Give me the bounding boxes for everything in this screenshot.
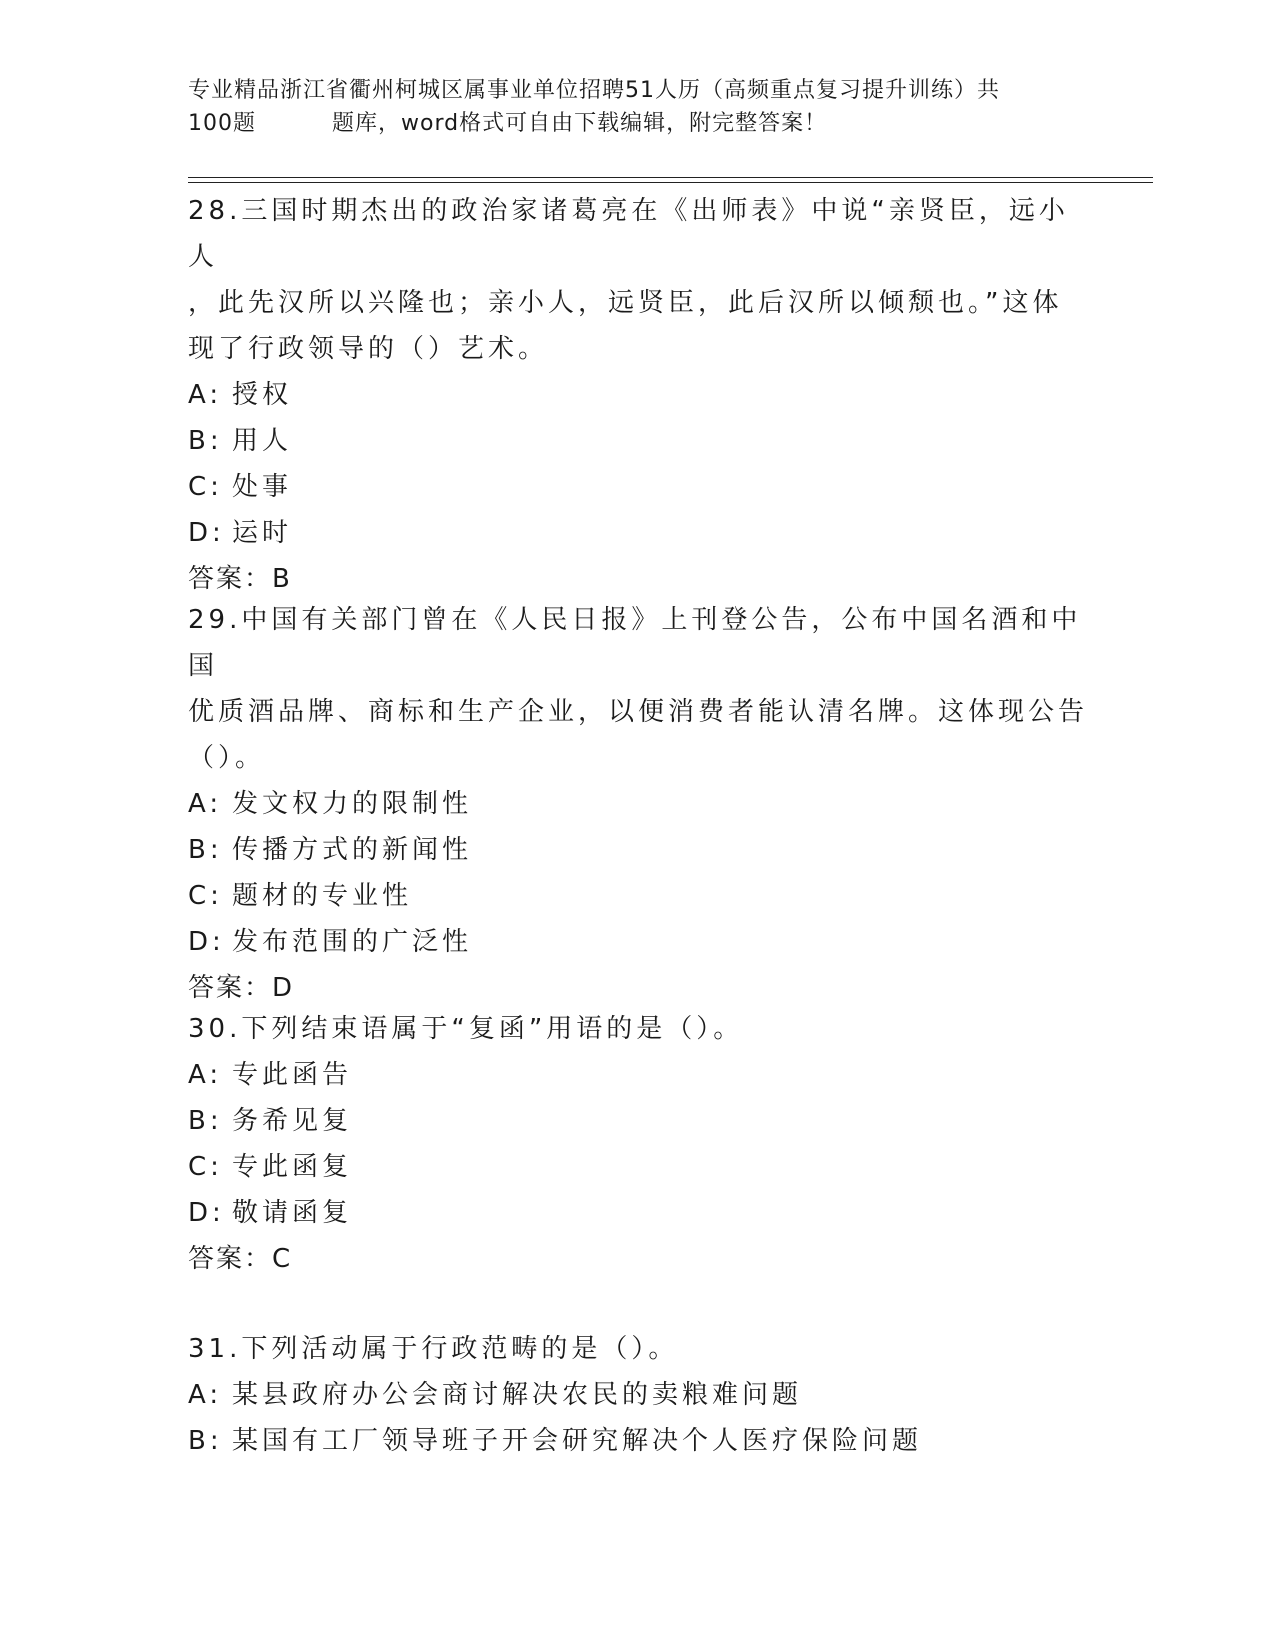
header-title-line1: 专业精品浙江省衢州柯城区属事业单位招聘51人历（高频重点复习提升训练）共 [188, 78, 1000, 103]
option-a [188, 372, 1088, 418]
question-29 [188, 597, 1088, 1011]
option-text: 专此函复 [232, 1152, 353, 1182]
option-text: 用人 [232, 426, 293, 456]
option-text: 专此函告 [232, 1060, 353, 1090]
option-letter: A: [188, 1060, 223, 1090]
option-text: 运时 [232, 518, 293, 548]
header-divider-top [188, 177, 1153, 178]
option-c [188, 1144, 1088, 1190]
document-header [188, 74, 1088, 140]
option-c [188, 464, 1088, 510]
option-text: 传播方式的新闻性 [232, 835, 473, 865]
option-d [188, 510, 1088, 556]
option-text: 敬请函复 [232, 1198, 353, 1228]
header-title-line2 [188, 107, 1088, 140]
option-b [188, 1418, 1088, 1464]
option-a [188, 1372, 1088, 1418]
option-text: 某县政府办公会商讨解决农民的卖粮难问题 [232, 1380, 803, 1410]
option-letter: B: [188, 835, 223, 865]
question-stem-line: （）。 [188, 743, 266, 773]
question-stem-line: 30.下列结束语属于“复函”用语的是（）。 [188, 1014, 744, 1044]
option-a [188, 781, 1088, 827]
option-text: 务希见复 [232, 1106, 353, 1136]
answer-line: 答案：C [188, 1244, 293, 1274]
option-text: 授权 [232, 380, 293, 410]
header-title-desc: 题库，word格式可自由下载编辑，附完整答案！ [332, 111, 828, 136]
option-letter: A: [188, 380, 223, 410]
question-stem-line: 现了行政领导的（）艺术。 [188, 334, 549, 364]
answer-line: 答案：D [188, 973, 295, 1003]
option-a [188, 1052, 1088, 1098]
option-c [188, 873, 1088, 919]
option-d [188, 919, 1088, 965]
question-stem-line: 28.三国时期杰出的政治家诸葛亮在《出师表》中说“亲贤臣，远小人 [188, 196, 1069, 272]
option-text: 发文权力的限制性 [232, 789, 473, 819]
question-30 [188, 1006, 1088, 1282]
question-31 [188, 1326, 1088, 1464]
option-letter: D: [188, 927, 225, 957]
option-letter: A: [188, 789, 223, 819]
header-divider-bottom [188, 182, 1153, 183]
option-letter: B: [188, 1106, 223, 1136]
option-text: 处事 [232, 472, 293, 502]
option-text: 发布范围的广泛性 [232, 927, 473, 957]
option-letter: B: [188, 1426, 223, 1456]
option-letter: B: [188, 426, 223, 456]
option-letter: D: [188, 1198, 225, 1228]
question-stem-line: 31.下列活动属于行政范畴的是（）。 [188, 1334, 679, 1364]
option-letter: D: [188, 518, 225, 548]
option-text: 某国有工厂领导班子开会研究解决个人医疗保险问题 [232, 1426, 923, 1456]
option-b [188, 418, 1088, 464]
option-letter: C: [188, 1152, 223, 1182]
answer-line: 答案：B [188, 564, 292, 594]
question-28 [188, 188, 1088, 602]
option-d [188, 1190, 1088, 1236]
header-title-count: 100题 [188, 111, 256, 136]
question-stem-line: 29.中国有关部门曾在《人民日报》上刊登公告，公布中国名酒和中国 [188, 605, 1082, 681]
option-text: 题材的专业性 [232, 881, 413, 911]
question-stem-line: ，此先汉所以兴隆也；亲小人，远贤臣，此后汉所以倾颓也。”这体 [188, 288, 1063, 318]
option-b [188, 827, 1088, 873]
option-letter: C: [188, 881, 223, 911]
question-stem-line: 优质酒品牌、商标和生产企业，以便消费者能认清名牌。这体现公告 [188, 697, 1089, 727]
option-letter: A: [188, 1380, 223, 1410]
option-letter: C: [188, 472, 223, 502]
option-b [188, 1098, 1088, 1144]
